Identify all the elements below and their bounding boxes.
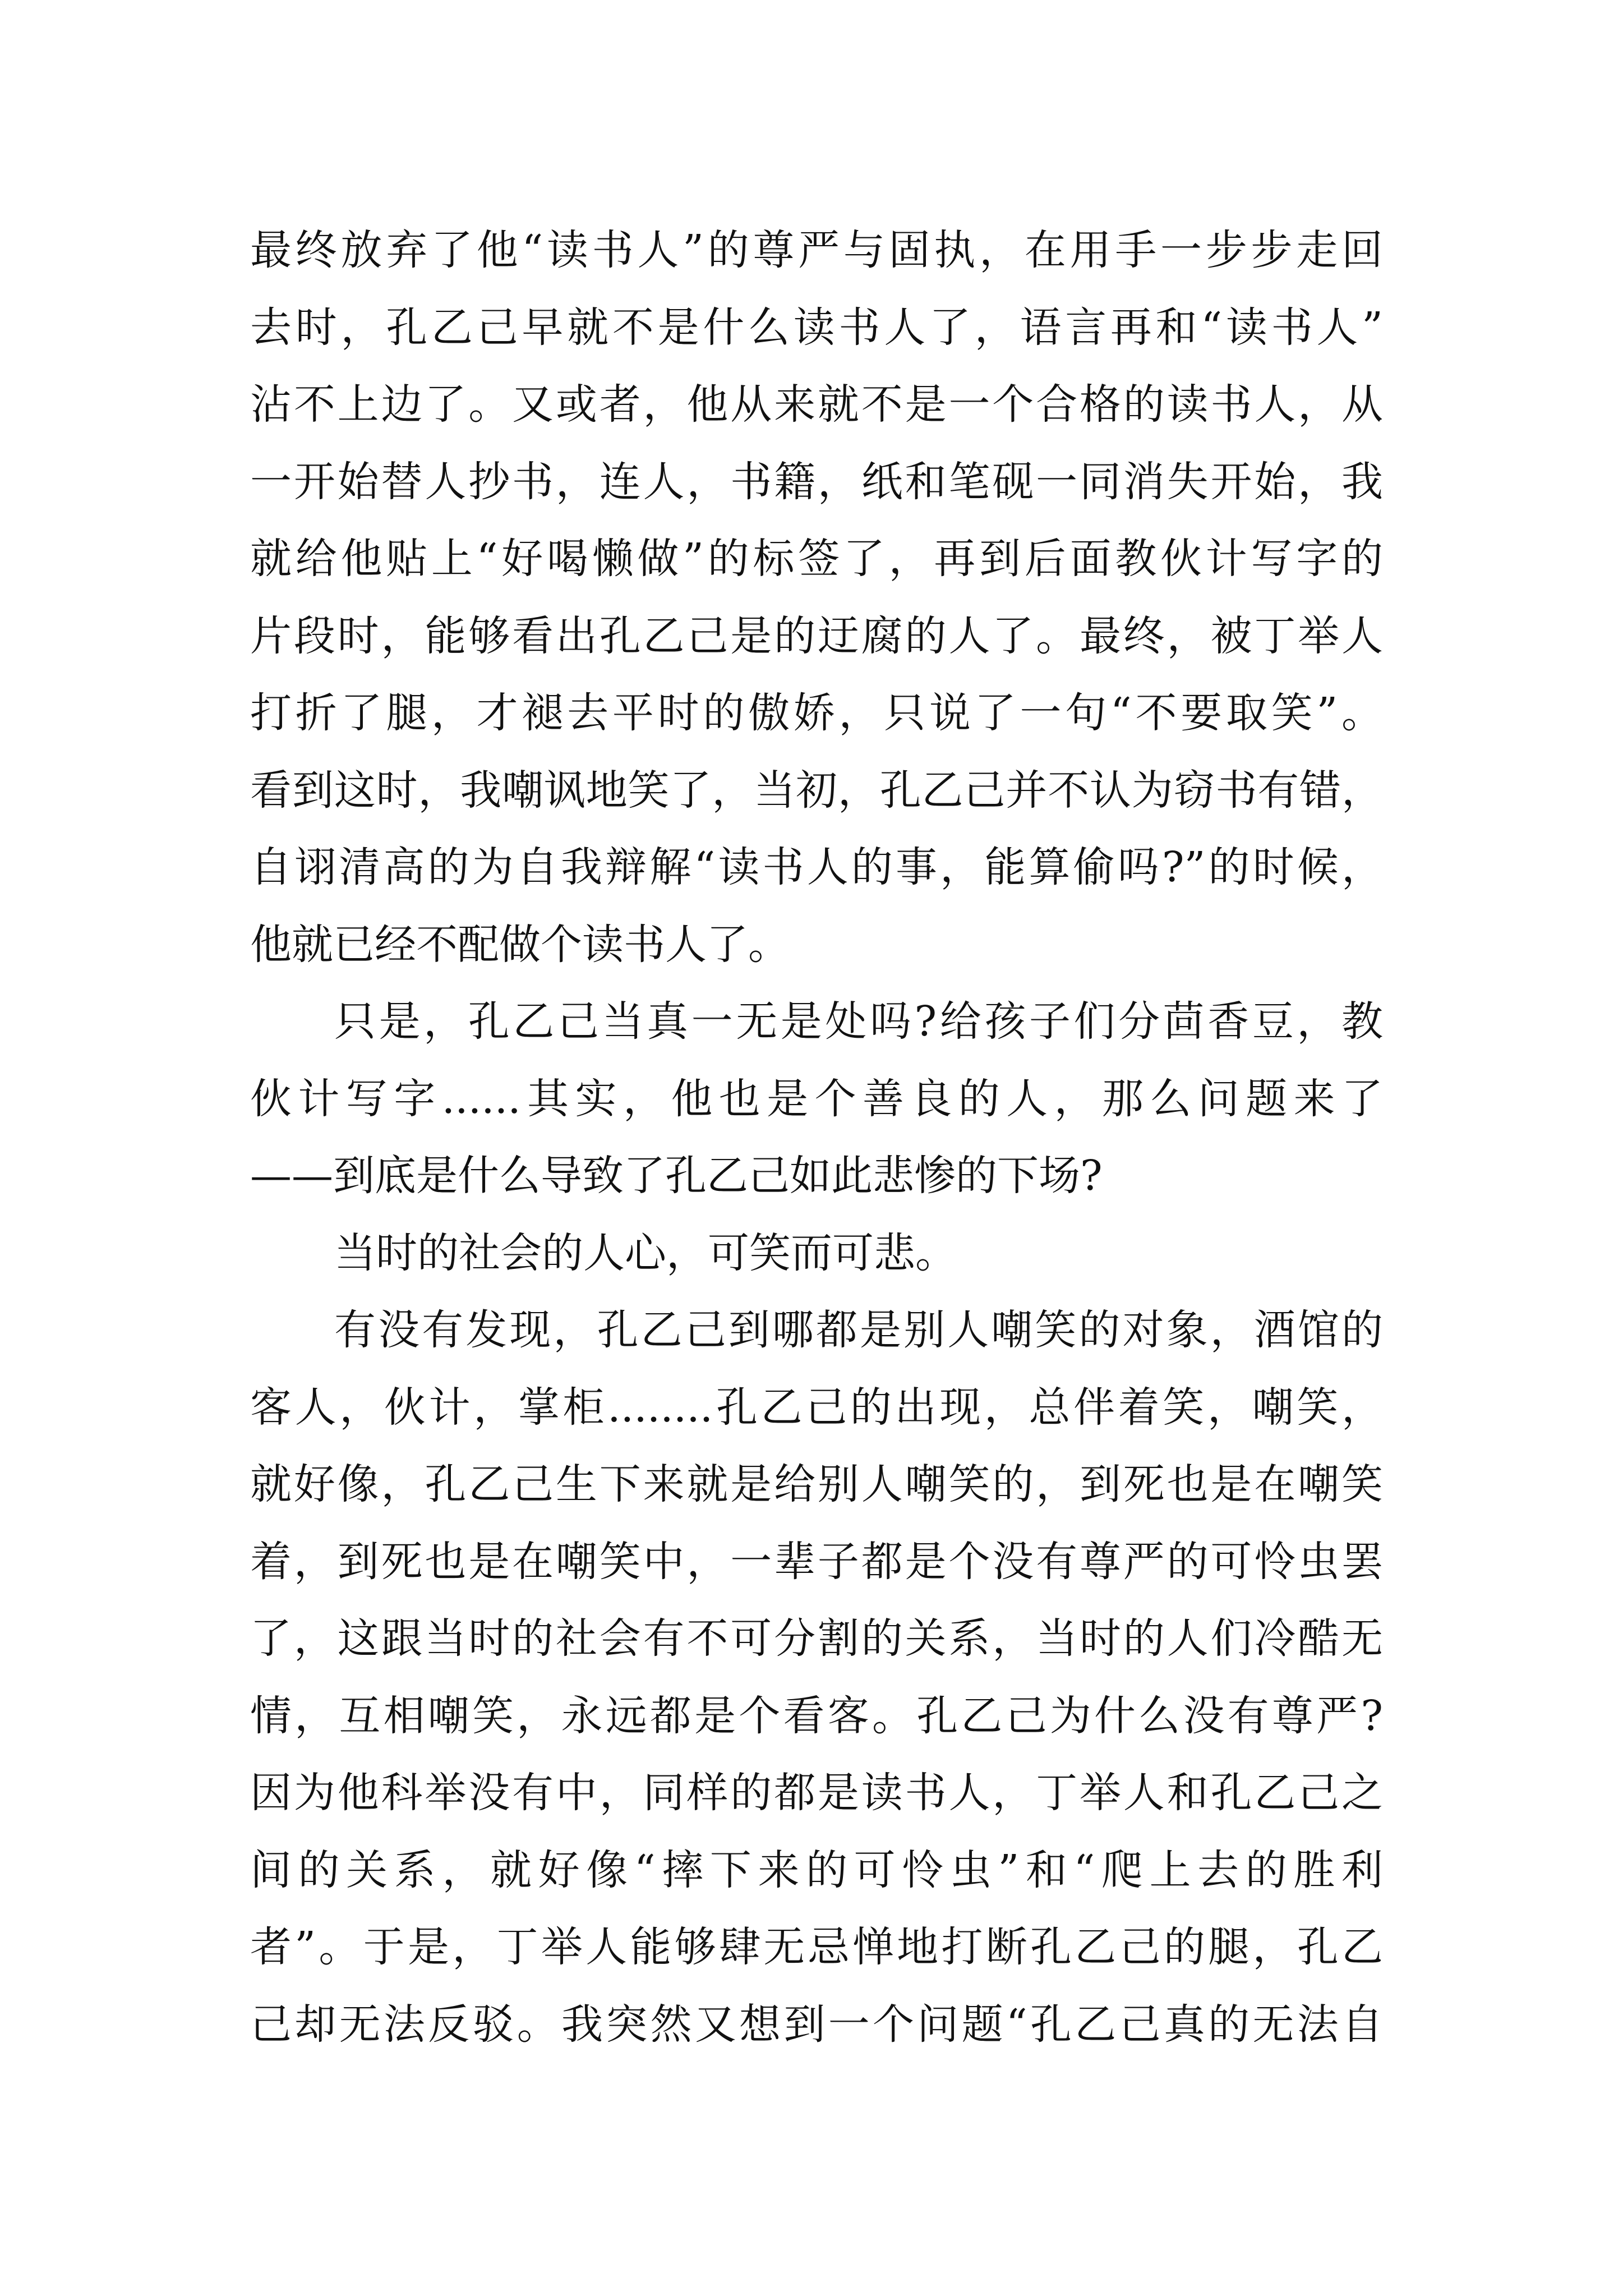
text-line: 就给他贴上“好喝懒做”的标签了，再到后面教伙计写字的 [250, 535, 1383, 583]
text-line: 伙计写字......其实，他也是个善良的人，那么问题来了 [250, 1074, 1383, 1123]
text-line: 去时，孔乙己早就不是什么读书人了，语言再和“读书人” [250, 303, 1383, 352]
text-line: 片段时，能够看出孔乙己是的迂腐的人了。最终，被丁举人 [250, 611, 1383, 660]
text-line: 间的关系，就好像“摔下来的可怜虫”和“爬上去的胜利 [250, 1846, 1383, 1894]
paragraph-first-line: 当时的社会的人心，可笑而可悲。 [334, 1228, 957, 1277]
text-line: ——到底是什么导致了孔乙己如此悲惨的下场? [250, 1152, 1103, 1200]
text-line: 自诩清高的为自我辩解“读书人的事，能算偷吗?”的时候， [250, 843, 1383, 891]
text-line: 一开始替人抄书，连人，书籍，纸和笔砚一同消失开始，我 [250, 457, 1383, 506]
text-line: 因为他科举没有中，同样的都是读书人，丁举人和孔乙己之 [250, 1769, 1383, 1817]
text-line: 看到这时，我嘲讽地笑了，当初，孔乙己并不认为窃书有错， [250, 766, 1383, 815]
text-line: 着，到死也是在嘲笑中，一辈子都是个没有尊严的可怜虫罢 [250, 1537, 1383, 1586]
text-line: 他就已经不配做个读书人了。 [250, 920, 790, 969]
text-line: 情，互相嘲笑，永远都是个看客。孔乙己为什么没有尊严? [250, 1691, 1383, 1740]
body-text [250, 212, 1383, 2063]
paragraph-first-line: 有没有发现，孔乙己到哪都是别人嘲笑的对象，酒馆的 [334, 1306, 1383, 1354]
text-line: 了，这跟当时的社会有不可分割的关系，当时的人们冷酷无 [250, 1614, 1383, 1663]
text-line: 客人，伙计，掌柜........孔乙己的出现，总伴着笑，嘲笑， [250, 1383, 1383, 1432]
text-line: 最终放弃了他“读书人”的尊严与固执，在用手一步步走回 [250, 226, 1383, 274]
paragraph-first-line: 只是，孔乙己当真一无是处吗?给孩子们分茴香豆，教 [334, 997, 1383, 1046]
text-line: 者”。于是，丁举人能够肆无忌惮地打断孔乙己的腿，孔乙 [250, 1923, 1383, 1971]
text-line: 就好像，孔乙己生下来就是给别人嘲笑的，到死也是在嘲笑 [250, 1460, 1383, 1508]
text-line: 己却无法反驳。我突然又想到一个问题“孔乙己真的无法自 [250, 2000, 1383, 2049]
text-line: 沾不上边了。又或者，他从来就不是一个合格的读书人，从 [250, 380, 1383, 429]
text-line: 打折了腿，才褪去平时的傲娇，只说了一句“不要取笑”。 [250, 689, 1383, 737]
